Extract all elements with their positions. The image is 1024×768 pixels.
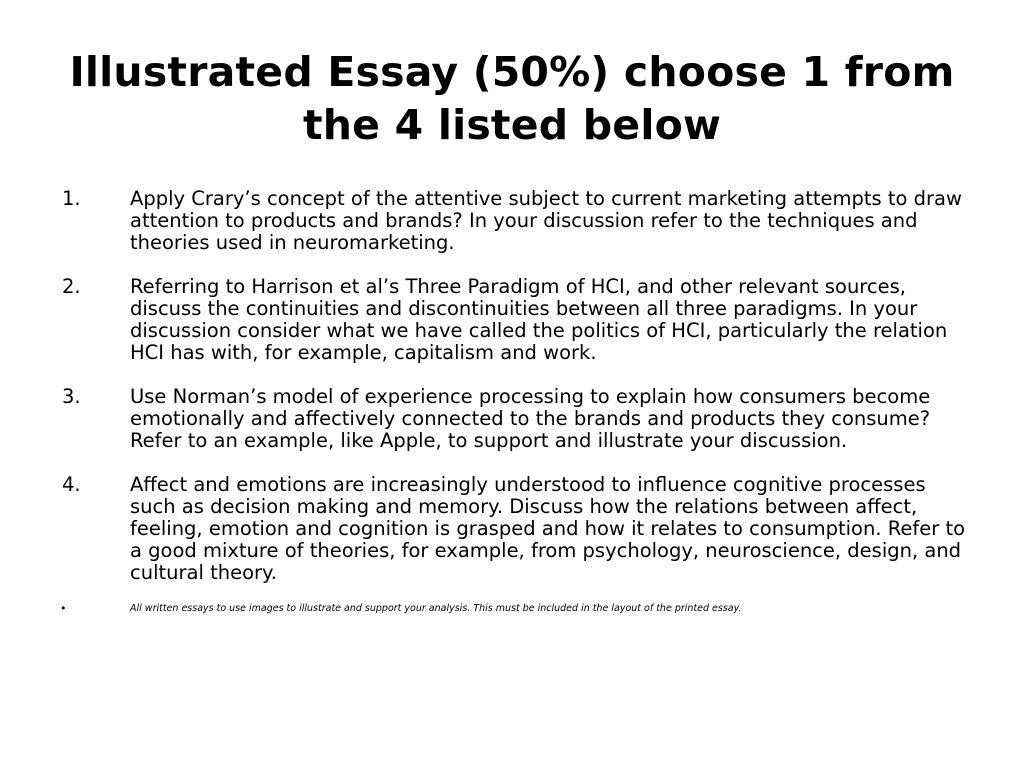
question-number: 2. <box>62 275 81 298</box>
question-number: 1. <box>62 187 81 210</box>
question-number: 3. <box>62 385 81 408</box>
bullet-icon: • <box>60 602 67 615</box>
essay-question-1 <box>0 188 1024 254</box>
slide-title: Illustrated Essay (50%) choose 1 from the 4 listed below <box>69 48 955 149</box>
essay-question-4 <box>0 474 1024 584</box>
question-text: Affect and emotions are increasingly understood to influence cognitive processes such as decision making and memory. Discuss how the relations between affect, feeling, emotion and cognition is grasped and how it relates to consumption. Refer to a good mixture of theories, for example, from psychology, neuroscience, design, and cultural theory. <box>130 473 966 584</box>
question-text: Apply Crary’s concept of the attentive subject to current marketing attempts to draw attention to products and brands? In your discussion refer to the techniques and theories used in neuromarketing. <box>130 187 962 254</box>
essay-question-list <box>0 188 1024 616</box>
note-text: All written essays to use images to illustrate and support your analysis. This must be included in the layout of the printed essay. <box>130 603 742 614</box>
essay-note <box>0 602 1024 616</box>
question-number: 4. <box>62 473 81 496</box>
question-text: Referring to Harrison et al’s Three Paradigm of HCI, and other relevant sources, discuss the continuities and discontinuities between all three paradigms. In your discussion consider what we have called the politics of HCI, particularly the relation HCI has with, for example, capitalism and work. <box>130 275 948 364</box>
essay-question-2 <box>0 276 1024 364</box>
essay-question-3 <box>0 386 1024 452</box>
question-text: Use Norman’s model of experience processing to explain how consumers become emotionally and affectively connected to the brands and products they consume? Refer to an example, like Apple, to support and illustrate your discussion. <box>130 385 931 452</box>
